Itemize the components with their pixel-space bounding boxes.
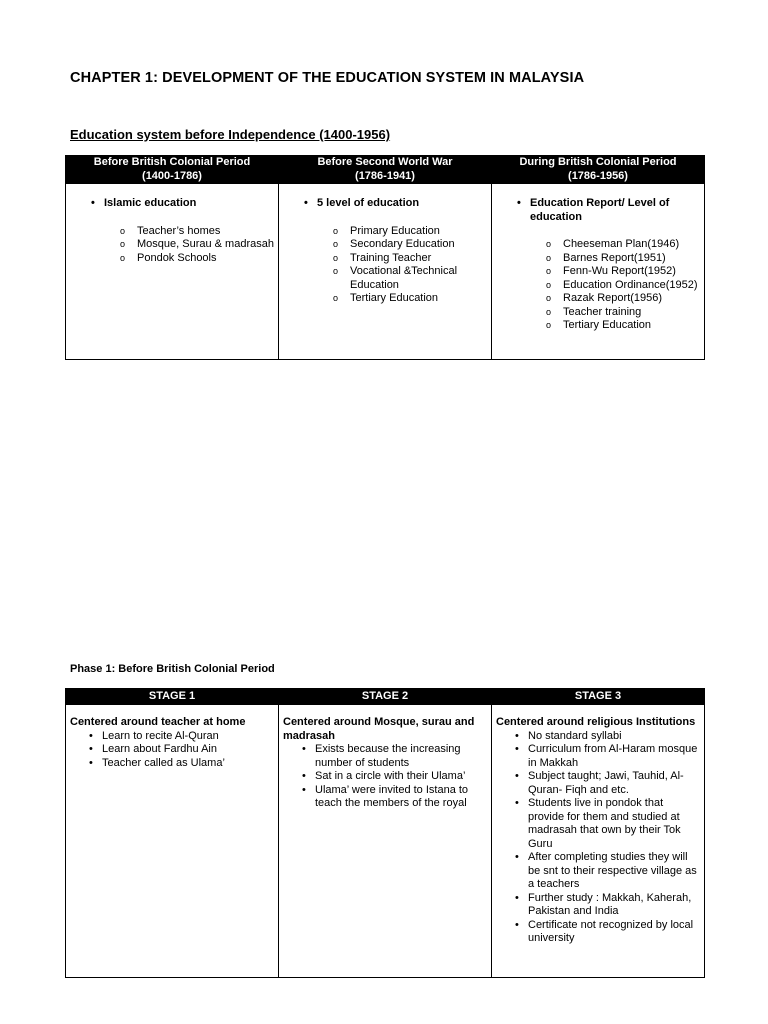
column-header-title: During British Colonial Period (519, 156, 677, 168)
table-header-row (66, 156, 705, 184)
sub-item: o Primary Education (332, 225, 487, 239)
sub-item: o Mosque, Surau & madrasah (119, 238, 274, 252)
sub-item: o Education Ordinance(1952) (545, 279, 700, 293)
sub-item: o Vocational &Technical Education (332, 265, 487, 292)
stage-heading: Centered around teacher at home (70, 716, 246, 728)
list-item: • Students live in pondok that provide for them and studied at madrasah that own by their Tok Guru (510, 797, 701, 851)
stage-header: STAGE 3 (492, 689, 705, 705)
sub-item: o Cheeseman Plan(1946) (545, 238, 700, 252)
table-cell (279, 184, 492, 360)
list-item: • Sat in a circle with their Ulama’ (297, 770, 488, 784)
sub-item: o Fenn-Wu Report(1952) (545, 265, 700, 279)
stage-header: STAGE 1 (66, 689, 279, 705)
column-header (279, 156, 492, 184)
table-cell (66, 705, 279, 978)
stage-heading: Centered around religious Institutions (496, 716, 696, 728)
column-header-title: Before British Colonial Period (93, 156, 251, 168)
table-cell (66, 184, 279, 360)
stage-heading: Centered around Mosque, surau and madrasah (283, 716, 475, 742)
sub-item: o Training Teacher (332, 252, 487, 266)
list-item: • No standard syllabi (510, 730, 701, 744)
phase-one-table (65, 688, 705, 978)
table-cell (279, 705, 492, 978)
sub-item: o Barnes Report(1951) (545, 252, 700, 266)
column-header-title: Before Second World War (317, 156, 453, 168)
list-item: • Exists because the increasing number of students (297, 743, 488, 770)
sub-item: o Secondary Education (332, 238, 487, 252)
main-bullet: • 5 level of education (299, 197, 487, 211)
column-header-period: (1786-1941) (355, 169, 415, 182)
sub-item: o Tertiary Education (332, 292, 487, 306)
phase-heading: Phase 1: Before British Colonial Period (70, 663, 275, 675)
main-bullet: • Education Report/ Level of education (512, 197, 700, 224)
stage-header: STAGE 2 (279, 689, 492, 705)
table-cell (492, 184, 705, 360)
sub-item: o Teacher training (545, 306, 700, 320)
list-item: • Further study : Makkah, Kaherah, Pakistan and India (510, 892, 701, 919)
list-item: • Learn about Fardhu Ain (84, 743, 275, 757)
sub-item: o Tertiary Education (545, 319, 700, 333)
list-item: • Ulama’ were invited to Istana to teach the members of the royal (297, 784, 488, 811)
list-item: • Teacher called as Ulama’ (84, 757, 275, 771)
column-header (492, 156, 705, 184)
table-cell (492, 705, 705, 978)
list-item: • Learn to recite Al-Quran (84, 730, 275, 744)
table-header-row (66, 689, 705, 705)
table-row (66, 705, 705, 978)
sub-item: o Pondok Schools (119, 252, 274, 266)
list-item: • Subject taught; Jawi, Tauhid, Al-Quran- Fiqh and etc. (510, 770, 701, 797)
sub-item: o Razak Report(1956) (545, 292, 700, 306)
section-heading: Education system before Independence (1400-1956) (70, 127, 391, 142)
main-bullet: • Islamic education (86, 197, 274, 211)
table-row (66, 184, 705, 360)
pre-independence-table (65, 155, 705, 360)
list-item: • After completing studies they will be snt to their respective village as a teachers (510, 851, 701, 892)
chapter-title: CHAPTER 1: DEVELOPMENT OF THE EDUCATION SYSTEM IN MALAYSIA (70, 70, 585, 86)
column-header (66, 156, 279, 184)
list-item: • Certificate not recognized by local university (510, 919, 701, 946)
list-item: • Curriculum from Al-Haram mosque in Makkah (510, 743, 701, 770)
sub-item: o Teacher’s homes (119, 225, 274, 239)
column-header-period: (1786-1956) (568, 169, 628, 182)
column-header-period: (1400-1786) (142, 169, 202, 182)
